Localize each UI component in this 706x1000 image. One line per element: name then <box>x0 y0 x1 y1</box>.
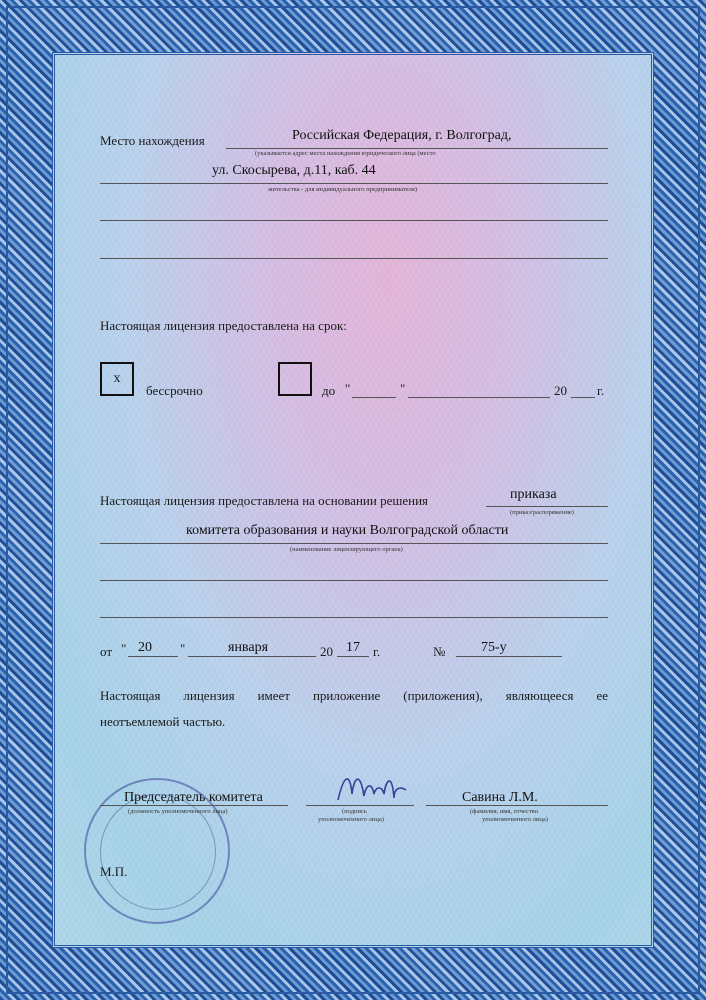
until-year-suffix: г. <box>597 383 605 398</box>
address-label: Место нахождения <box>100 133 205 148</box>
address-value-2: ул. Скосырева, д.11, каб. 44 <box>212 163 376 178</box>
position-hint: (должность уполномоченного лица) <box>128 808 228 815</box>
date-year-line <box>337 656 369 657</box>
date-year-value: 17 <box>346 640 360 655</box>
authority-hint: (наименование лицензирующего органа) <box>290 546 403 553</box>
decision-type-line <box>486 506 608 507</box>
blank-line-1 <box>100 220 608 221</box>
indefinite-label: бессрочно <box>146 383 203 398</box>
until-quote-open: " <box>345 381 351 396</box>
blank-line-2 <box>100 258 608 259</box>
address-line-2 <box>100 183 608 184</box>
date-year-prefix: 20 <box>320 644 333 659</box>
order-number-line <box>456 656 562 657</box>
date-from-label: от <box>100 644 113 659</box>
appendix-line-2: неотъемлемой частью. <box>100 714 226 729</box>
name-hint-1: (фамилия, имя, отчество <box>470 808 538 815</box>
address-line-1 <box>226 148 608 149</box>
order-number-value: 75-у <box>481 640 507 655</box>
address-hint-2: жительства - для индивидуального предпринимателя) <box>268 186 418 193</box>
date-year-unit: г. <box>373 644 381 659</box>
address-value-1: Российская Федерация, г. Волгоград, <box>292 128 512 143</box>
until-year-line <box>571 397 595 398</box>
order-number-label: № <box>433 644 446 659</box>
name-hint-2: уполномоченного лица) <box>482 816 548 823</box>
date-month-line <box>188 656 316 657</box>
date-day-value: 20 <box>138 640 152 655</box>
until-month-line <box>408 397 550 398</box>
date-day-line <box>128 656 178 657</box>
authority-line <box>100 543 608 544</box>
signatory-position: Председатель комитета <box>124 790 263 805</box>
authority-value: комитета образования и науки Волгоградской области <box>186 523 509 538</box>
position-line <box>100 805 288 806</box>
date-quote-open: " <box>121 641 127 656</box>
signature-hint-1: (подпись <box>342 808 367 815</box>
term-heading: Настоящая лицензия предоставлена на срок: <box>100 318 347 333</box>
signatory-name: Савина Л.М. <box>462 790 538 805</box>
seal-place-label: М.П. <box>100 864 128 879</box>
signature-hint-2: уполномоченного лица) <box>318 816 384 823</box>
blank-line-4 <box>100 617 608 618</box>
decision-type-hint: (приказ/распоряжение) <box>510 509 574 516</box>
until-checkbox <box>278 362 312 396</box>
blank-line-3 <box>100 580 608 581</box>
until-quote-close: " <box>400 381 406 396</box>
signature-line <box>306 805 414 806</box>
decision-type-value: приказа <box>510 487 557 502</box>
name-line <box>426 805 608 806</box>
basis-heading: Настоящая лицензия предоставлена на основании решения <box>100 493 429 508</box>
indefinite-checkbox: х <box>100 362 134 396</box>
until-label: до <box>322 383 336 398</box>
appendix-line-1: Настоящая лицензия имеет приложение (приложения), являющееся ее <box>100 688 608 703</box>
until-year-prefix: 20 <box>554 383 567 398</box>
handwritten-signature <box>334 764 410 810</box>
address-hint-1: (указывается адрес места нахождения юридического лица (место <box>255 150 436 157</box>
until-day-line <box>352 397 396 398</box>
date-month-value: января <box>228 640 269 655</box>
date-quote-close: " <box>180 641 186 656</box>
